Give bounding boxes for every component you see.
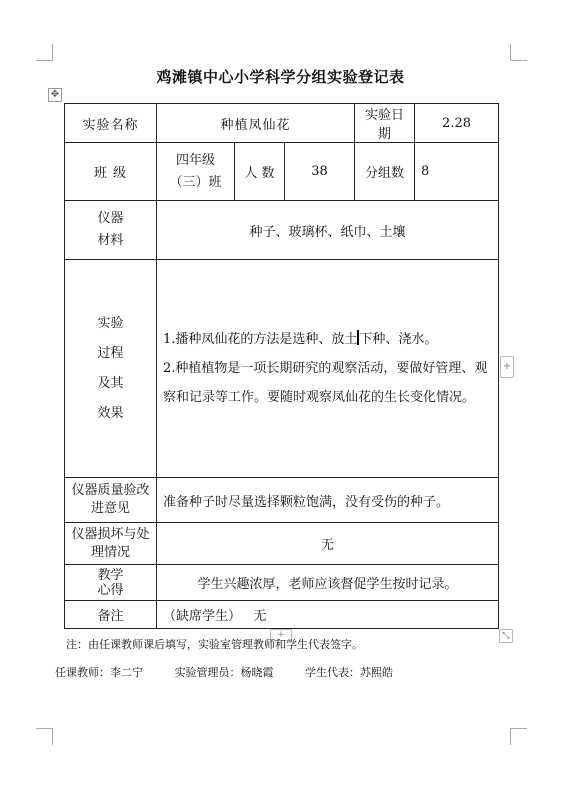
- margin-corner-mark: [36, 44, 53, 61]
- groups-label: 分组数: [355, 143, 415, 201]
- remark-label: 备注: [65, 601, 157, 629]
- margin-corner-mark: [510, 728, 527, 745]
- damage-label: 仪器损坏与处理情况: [65, 523, 157, 565]
- class-grade: 四年级: [175, 152, 215, 168]
- materials-label-line2: 材料: [97, 233, 124, 248]
- experiment-name-label: 实验名称: [65, 104, 157, 143]
- remark-value[interactable]: [157, 601, 499, 629]
- teaching-label-line2: 心得: [97, 582, 124, 598]
- process-label: [65, 260, 157, 478]
- registration-table: [64, 103, 499, 629]
- class-label: 班 级: [65, 143, 157, 201]
- process-line-1: [163, 325, 492, 354]
- margin-corner-mark: [36, 728, 53, 745]
- process-label-line: 效果: [97, 405, 124, 421]
- class-section: （三）班: [169, 174, 222, 190]
- teaching-value[interactable]: 学生兴趣浓厚，老师应该督促学生按时记录。: [157, 565, 499, 601]
- teaching-label: [65, 565, 157, 601]
- quality-value[interactable]: 准备种子时尽量选择颗粒饱满，没有受伤的种子。: [157, 478, 499, 523]
- document-title: 鸡滩镇中心小学科学分组实验登记表: [156, 68, 405, 86]
- materials-value[interactable]: 种子、玻璃杯、纸巾、土壤: [157, 201, 499, 260]
- footnote: 注：由任课教师课后填写，实验室管理教师和学生代表签字。: [66, 638, 363, 651]
- add-row-icon[interactable]: +: [270, 629, 292, 641]
- materials-label: [65, 201, 157, 260]
- process-line-1-end: 下种、浇水。: [359, 332, 438, 347]
- count-value[interactable]: 38: [285, 143, 355, 201]
- class-value[interactable]: [157, 143, 235, 201]
- count-label: 人 数: [235, 143, 285, 201]
- damage-value[interactable]: 无: [157, 523, 499, 565]
- teacher-signature: 任课教师：李二宁: [55, 666, 143, 679]
- process-label-line: 实验: [97, 315, 124, 331]
- materials-label-line1: 仪器: [97, 211, 124, 226]
- date-value[interactable]: 2.28: [415, 104, 499, 143]
- date-label: 实验日期: [355, 104, 415, 143]
- remark-absent-value: 无: [253, 609, 267, 624]
- process-value[interactable]: [157, 260, 499, 478]
- student-signature: 学生代表：苏熙皓: [305, 666, 393, 679]
- quality-label: 仪器质量验改进意见: [65, 478, 157, 523]
- margin-corner-mark: [510, 44, 527, 61]
- manager-signature: 实验管理员：杨晓霞: [174, 666, 274, 679]
- groups-value[interactable]: 8: [415, 143, 499, 201]
- process-line-1-start: 1.播种凤仙花的方法是选种、放土: [163, 332, 358, 347]
- teaching-label-line1: 教学: [97, 567, 124, 583]
- process-label-line: 过程: [97, 345, 124, 361]
- experiment-name-value[interactable]: 种植凤仙花: [157, 104, 355, 143]
- add-column-icon[interactable]: +: [500, 356, 514, 378]
- process-label-line: 及其: [97, 375, 124, 391]
- signature-line: [55, 664, 421, 680]
- table-resize-icon[interactable]: ⤡: [499, 629, 513, 643]
- remark-absent-label: （缺席学生）: [163, 609, 242, 624]
- table-move-icon[interactable]: ✥: [48, 88, 62, 102]
- process-line-2: 2.种植植物是一项长期研究的观察活动，要做好管理、观察和记录等工作。要随时观察凤仙花的生长变化情况。: [163, 361, 488, 405]
